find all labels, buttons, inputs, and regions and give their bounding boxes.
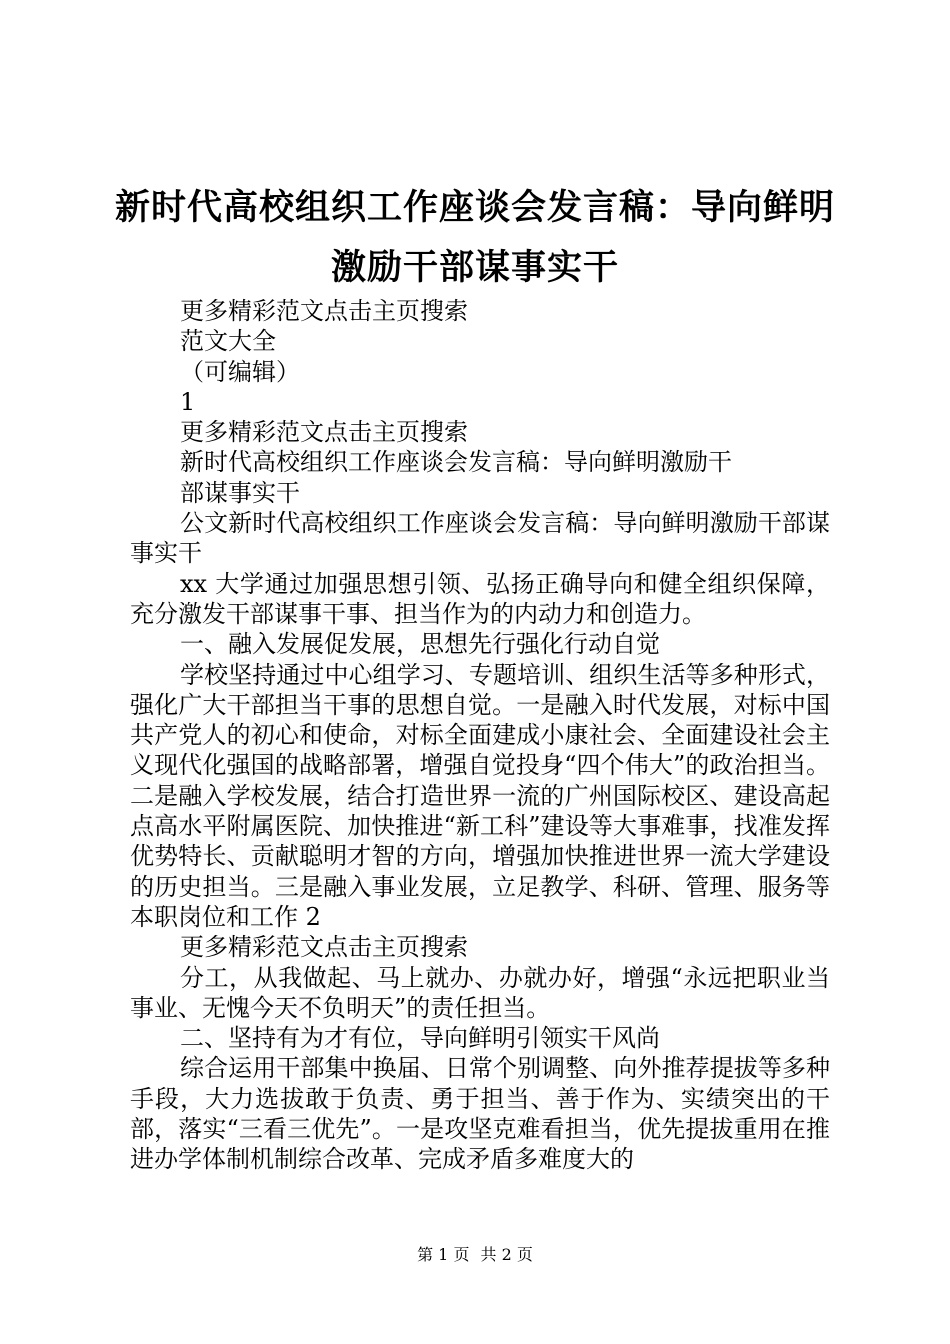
- body-paragraph: 综合运用干部集中换届、日常个别调整、向外推荐提拔等多种手段，大力选拔敢于负责、勇于担当、善于作为、实绩突出的干部，落实“三看三优先”。一是攻坚克难看担当，优先提拔重用在推进办学体制机制综合改革、完成矛盾多难度大的: [130, 1054, 830, 1174]
- section-heading: 一、融入发展促发展，思想先行强化行动自觉: [180, 630, 660, 659]
- subtitle-line: 部谋事实干: [180, 478, 300, 507]
- body-paragraph: 学校坚持通过中心组学习、专题培训、组织生活等多种形式，强化广大干部担当干事的思想自觉。一是融入时代发展，对标中国共产党人的初心和使命，对标全面建成小康社会、全面建设社会主义现代化强国的战略部署，增强自觉投身“四个伟大”的政治担当。二是融入学校发展，结合打造世界一流的广州国际校区、建设高起点高水平附属医院、加快推进“新工科”建设等大事难事，找准发挥优势特长、贡献聪明才智的方向，增强加快推进世界一流大学建设的历史担当。三是融入事业发展，立足教学、科研、管理、服务等本职岗位和工作 2: [130, 660, 830, 931]
- body-paragraph: xx 大学通过加强思想引领、弘扬正确导向和健全组织保障，充分激发干部谋事干事、担当作为的内动力和创造力。: [130, 569, 830, 628]
- page-number: 第 1 页: [417, 1245, 470, 1264]
- page-total: 共 2 页: [480, 1245, 533, 1264]
- subtitle-line: 新时代高校组织工作座谈会发言稿：导向鲜明激励干: [180, 448, 732, 477]
- document-title-line-1: 新时代高校组织工作座谈会发言稿：导向鲜明: [114, 188, 835, 228]
- document-title-line-2: 激励干部谋事实干: [330, 248, 619, 288]
- page-marker: 1: [180, 387, 196, 416]
- section-heading: 二、坚持有为才有位，导向鲜明引领实干风尚: [180, 1024, 660, 1053]
- body-paragraph: 分工，从我做起、马上就办、办就办好，增强“永远把职业当事业、无愧今天不负明天”的责任担当。: [130, 963, 830, 1022]
- body-paragraph: 公文新时代高校组织工作座谈会发言稿：导向鲜明激励干部谋事实干: [130, 509, 830, 568]
- document-body: [130, 296, 830, 1175]
- editable-note: （可编辑）: [180, 357, 300, 386]
- promo-line: 更多精彩范文点击主页搜索: [180, 418, 468, 447]
- promo-line: 更多精彩范文点击主页搜索: [180, 297, 468, 325]
- promo-line: 更多精彩范文点击主页搜索: [180, 933, 468, 962]
- category-label: 范文大全: [180, 327, 276, 356]
- page-footer: [0, 1245, 950, 1265]
